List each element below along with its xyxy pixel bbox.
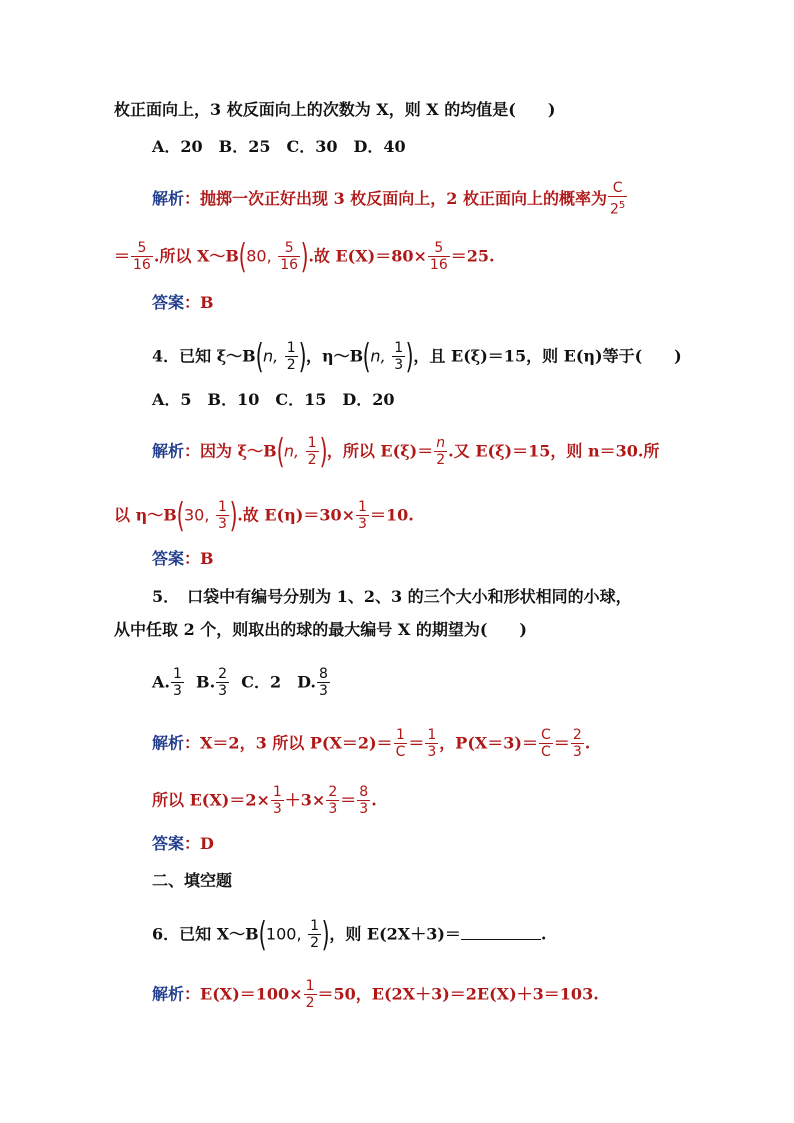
q5-sol-frac-1: $\frac{1}{C}$ <box>395 727 406 760</box>
q3-eq: ＝ <box>114 246 131 266</box>
q5-options <box>152 667 331 699</box>
q6-solution <box>152 979 599 1011</box>
q5-solution-line1 <box>152 728 590 760</box>
q4-sol-a: ：因为 ξ～B <box>184 441 277 461</box>
q3-paren-n: 80, <box>246 246 272 266</box>
q3-frac1-den: $2^5$ <box>608 196 627 218</box>
q4-fraction-1: $\frac{1}{2}$ <box>286 340 296 373</box>
q4-options: A．5 B．10 C．15 D．20 <box>152 390 395 409</box>
q4-sol-c: .又 E(ξ)＝15，则 n＝30.所 <box>448 441 660 461</box>
q3-answer-value: ：B <box>184 293 214 312</box>
q5-sol-a: ：X＝2，3 所以 P(X＝2)＝ <box>184 733 393 753</box>
q4-sol-d-n: 30, <box>184 505 210 525</box>
q4-answer-label: 答案 <box>152 549 185 568</box>
section-heading: 二、填空题 <box>152 871 233 890</box>
q6-stem-b: ，则 E(2X＋3)＝ <box>329 924 461 944</box>
q4-solution-line2: 以 η～B(30, $\frac{1}{3}$ ).故 E(η)＝30× $\frac{1}{3}$ ＝10. <box>114 496 414 536</box>
q5-sol-eq2: ＝ <box>553 733 570 753</box>
q3-solution-line2: ＝ $\frac{5}{16}$ .所以 X～B(80, $\frac{5}{16}$ ).故 E(X)＝80× $\frac{5}{16}$ ＝25. <box>114 237 495 277</box>
q4-stem-b: ，η～B <box>305 346 364 366</box>
q5-sol-c: . <box>584 733 591 753</box>
q6-answer-blank[interactable] <box>461 925 541 940</box>
q5-solution-line2 <box>152 785 377 817</box>
q4-solution-label: 解析 <box>152 441 185 461</box>
q5-sol-eq1: ＝ <box>408 733 425 753</box>
q5-opt-c-d: C．2 D. <box>241 672 316 692</box>
q5-sol-frac-2: $\frac{1}{3}$ <box>427 727 437 760</box>
q4-answer-value: ：B <box>184 549 214 568</box>
q5-sol2-frac-2: $\frac{2}{3}$ <box>328 784 338 817</box>
q3-fraction-1 <box>608 181 627 218</box>
q4-solution-line1: 解析：因为 ξ～B(n, $\frac{1}{2}$ )，所以 E(ξ)＝ $\frac{n}{2}$ .又 E(ξ)＝15，则 n＝30.所 <box>152 432 660 472</box>
q5-sol2-c: ＝ <box>340 790 357 810</box>
q4-fraction-2: $\frac{1}{3}$ <box>394 340 404 373</box>
q4-answer <box>152 549 214 569</box>
q6-stem-n: 100, <box>265 924 302 944</box>
q5-stem-line1: 5． 口袋中有编号分别为 1、2、3 的三个大小和形状相同的小球， <box>152 587 632 606</box>
q4-sol-b: ，所以 E(ξ)＝ <box>326 441 434 461</box>
q5-stem-line2: 从中任取 2 个，则取出的球的最大编号 X 的期望为( ) <box>114 620 527 639</box>
q6-solution-label: 解析 <box>152 984 185 1004</box>
q5-sol-frac-4: $\frac{2}{3}$ <box>572 727 582 760</box>
q3-stem-tail: 枚正面向上，3 枚反面向上的次数为 X，则 X 的均值是( ) <box>114 100 556 119</box>
q3-fraction-4: $\frac{5}{16}$ <box>429 240 448 273</box>
q3-options: A．20 B．25 C．30 D．40 <box>152 137 406 156</box>
q4-sol-f: ＝10. <box>369 505 414 525</box>
q3-frac1-exp: 5 <box>618 200 626 211</box>
q4-sol-fraction-1: $\frac{1}{2}$ <box>307 435 317 468</box>
q3-frac1-num: C <box>612 180 623 196</box>
q5-sol-b: ，P(X＝3)＝ <box>439 733 539 753</box>
q5-opt-d-frac: $\frac{8}{3}$ <box>318 666 328 699</box>
q6-stem: 6．已知 X～B(100, $\frac{1}{2}$ )，则 E(2X＋3)＝ . <box>152 915 547 955</box>
q5-sol2-d: . <box>371 790 377 810</box>
q5-sol2-a: 所以 E(X)＝2× <box>152 790 270 810</box>
q5-opt-b: B. <box>196 672 216 692</box>
q5-answer-value: ：D <box>184 834 214 853</box>
q4-stem-n1: n, <box>262 346 279 366</box>
q6-stem-a: 6．已知 X～B <box>152 924 259 944</box>
q6-sol-a: ：E(X)＝100× <box>184 984 303 1004</box>
q4-stem: 4．已知 ξ～B(n, $\frac{1}{2}$ )，η～B(n, $\frac{1}{3}$ )，且 E(ξ)＝15，则 E(η)等于( ) <box>152 337 682 377</box>
q4-stem-c: ，且 E(ξ)＝15，则 E(η)等于( ) <box>413 346 682 366</box>
q4-sol-fraction-3: $\frac{1}{3}$ <box>218 499 227 532</box>
q5-opt-a: A. <box>152 672 170 692</box>
q5-sol2-b: ＋3× <box>284 790 326 810</box>
q3-solution-line1 <box>152 181 628 218</box>
q4-sol-e: .故 E(η)＝30× <box>237 505 356 525</box>
q6-sol-b: ＝50，E(2X＋3)＝2E(X)＋3＝103. <box>317 984 599 1004</box>
q3-solution-label: 解析 <box>152 188 185 208</box>
q3-fraction-2: $\frac{5}{16}$ <box>133 240 151 273</box>
q6-stem-c: . <box>540 924 547 944</box>
q3-answer <box>152 293 214 313</box>
q3-fraction-3: $\frac{5}{16}$ <box>280 240 299 273</box>
q4-sol-d: 以 η～B <box>114 505 177 525</box>
q6-fraction: $\frac{1}{2}$ <box>310 918 320 951</box>
q3-solution-text4: ＝25. <box>450 246 495 266</box>
q5-opt-b-frac: $\frac{2}{3}$ <box>218 666 228 699</box>
q3-answer-label: 答案 <box>152 293 185 312</box>
q5-solution-label: 解析 <box>152 733 185 753</box>
q5-answer-label: 答案 <box>152 834 185 853</box>
q6-sol-fraction: $\frac{1}{2}$ <box>305 978 315 1011</box>
q4-stem-n2: n, <box>370 346 386 366</box>
q3-solution-text1: ：抛掷一次正好出现 3 枚反面向上，2 枚正面向上的概率为 <box>184 188 607 208</box>
q5-opt-a-frac: $\frac{1}{3}$ <box>172 666 182 699</box>
q4-sol-fraction-4: $\frac{1}{3}$ <box>358 499 367 532</box>
q4-stem-a: 4．已知 ξ～B <box>152 346 256 366</box>
q5-sol2-frac-1: $\frac{1}{3}$ <box>272 784 282 817</box>
q3-solution-text3: .故 E(X)＝80× <box>308 246 427 266</box>
q4-sol-fraction-2: $\frac{n}{2}$ <box>436 435 446 468</box>
q3-solution-text2: .所以 X～B <box>153 246 239 266</box>
q5-sol2-frac-3: $\frac{8}{3}$ <box>359 784 369 817</box>
q5-sol-frac-3: $\frac{C}{C}$ <box>541 727 551 760</box>
q4-sol-n: n, <box>283 441 300 461</box>
q5-answer <box>152 834 214 854</box>
